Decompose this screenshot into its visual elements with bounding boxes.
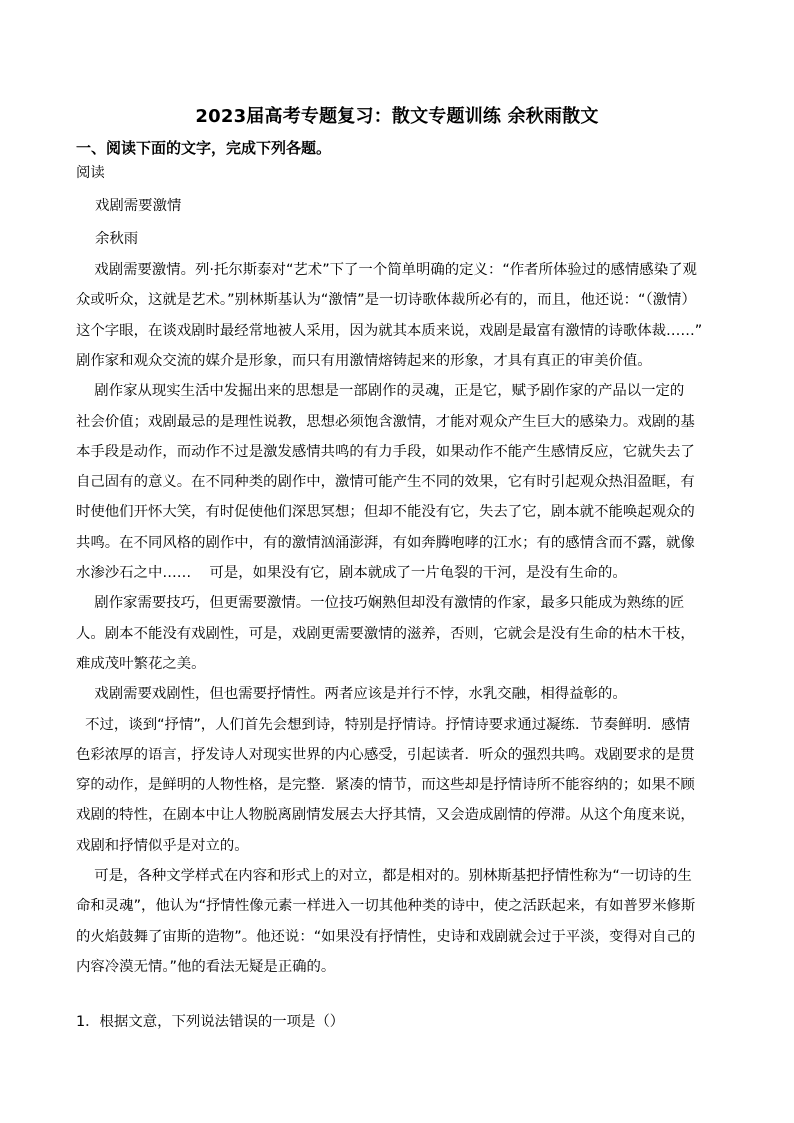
- body-text-line: 难成茂叶繁花之美。: [76, 655, 206, 672]
- read-label: 阅读: [76, 165, 105, 181]
- body-text-line: 戏剧的特性，在剧本中让人物脱离剧情发展去大抒其情，又会造成剧情的停滞。从这个角度来说，: [76, 807, 695, 824]
- article-title: 戏剧需要激情: [95, 198, 182, 214]
- body-text-line: 可是，各种文学样式在内容和形式上的对立，都是相对的。别林斯基把抒情性称为“一切诗的生: [76, 868, 692, 884]
- body-text-line: 水渗沙石之中…… 可是，如果没有它，剧本就成了一片龟裂的干河，是没有生命的。: [76, 565, 627, 581]
- body-text-line: 人。剧本不能没有戏剧性，可是，戏剧更需要激情的滋养，否则，它就会是没有生命的枯木干枝，: [76, 625, 695, 642]
- body-text-line: 的火焰鼓舞了宙斯的造物”。他还说：“如果没有抒情性，史诗和戏剧就会过于平淡，变得对自己的: [76, 928, 696, 945]
- body-text-line: 这个字眼，在谈戏剧时最经常地被人采用，因为就其本质来说，戏剧是最富有激情的诗歌体裁……”: [76, 322, 703, 339]
- body-text-line: 共鸣。在不同风格的剧作中，有的激情汹涌澎湃，有如奔腾咆哮的江水；有的感情含而不露，就像: [76, 534, 695, 551]
- body-text-line: 剧作家和观众交流的媒介是形象，而只有用激情熔铸起来的形象，才具有真正的审美价值。: [76, 352, 652, 369]
- body-text-line: 不过，谈到“抒情”，人们首先会想到诗，特别是抒情诗。抒情诗要求通过凝练．节奏鲜明．感情: [76, 716, 691, 733]
- article-author: 余秋雨: [95, 231, 139, 247]
- body-text-line: 色彩浓厚的语言，抒发诗人对现实世界的内心感受，引起读者．听众的强烈共鸣。戏剧要求的是贯: [76, 746, 695, 763]
- body-text-line: 剧作家需要技巧，但更需要激情。一位技巧娴熟但却没有激情的作家，最多只能成为熟练的匠: [76, 595, 685, 612]
- body-text-line: 众或听众，这就是艺术。”别林斯基认为“激情”是一切诗歌体裁所必有的，而且，他还说：“（激情）: [76, 292, 696, 309]
- body-text-line: 自己固有的意义。在不同种类的剧作中，激情可能产生不同的效果，它有时引起观众热泪盈眶，有: [76, 474, 695, 491]
- body-text-line: 内容冷漠无情。”他的看法无疑是正确的。: [76, 958, 336, 975]
- body-text-line: 戏剧需要激情。列·托尔斯泰对“艺术”下了一个简单明确的定义：“作者所体验过的感情感染了观: [76, 262, 697, 278]
- section-heading: 一、阅读下面的文字，完成下列各题。: [76, 139, 332, 157]
- body-text-line: 戏剧和抒情似乎是对立的。: [76, 837, 249, 854]
- body-text-line: 命和灵魂”，他认为“抒情性像元素一样进入一切其他种类的诗中，使之活跃起来，有如普罗米修斯: [76, 898, 696, 915]
- body-text-line: 社会价值；戏剧最忌的是理性说教，思想必须饱含激情，才能对观众产生巨大的感染力。戏剧的基: [76, 413, 695, 430]
- body-text-line: 本手段是动作，而动作不过是激发感情共鸣的有力手段，如果动作不能产生感情反应，它就失去了: [76, 443, 695, 460]
- body-text-line: 剧作家从现实生活中发掘出来的思想是一部剧作的灵魂，正是它，赋予剧作家的产品以一定的: [76, 383, 685, 400]
- body-text-line: 时使他们开怀大笑，有时促使他们深思冥想；但却不能没有它，失去了它，剧本就不能唤起观众的: [76, 504, 695, 521]
- body-text-line: 戏剧需要戏剧性，但也需要抒情性。两者应该是并行不悖，水乳交融，相得益彰的。: [76, 686, 627, 703]
- body-text-line: 穿的动作，是鲜明的人物性格，是完整．紧凑的情节，而这些却是抒情诗所不能容纳的；如果不顾: [76, 777, 695, 794]
- question-1: 1．根据文意，下列说法错误的一项是（）: [76, 1014, 345, 1030]
- page-title: 2023届高考专题复习：散文专题训练 余秋雨散文: [195, 106, 599, 127]
